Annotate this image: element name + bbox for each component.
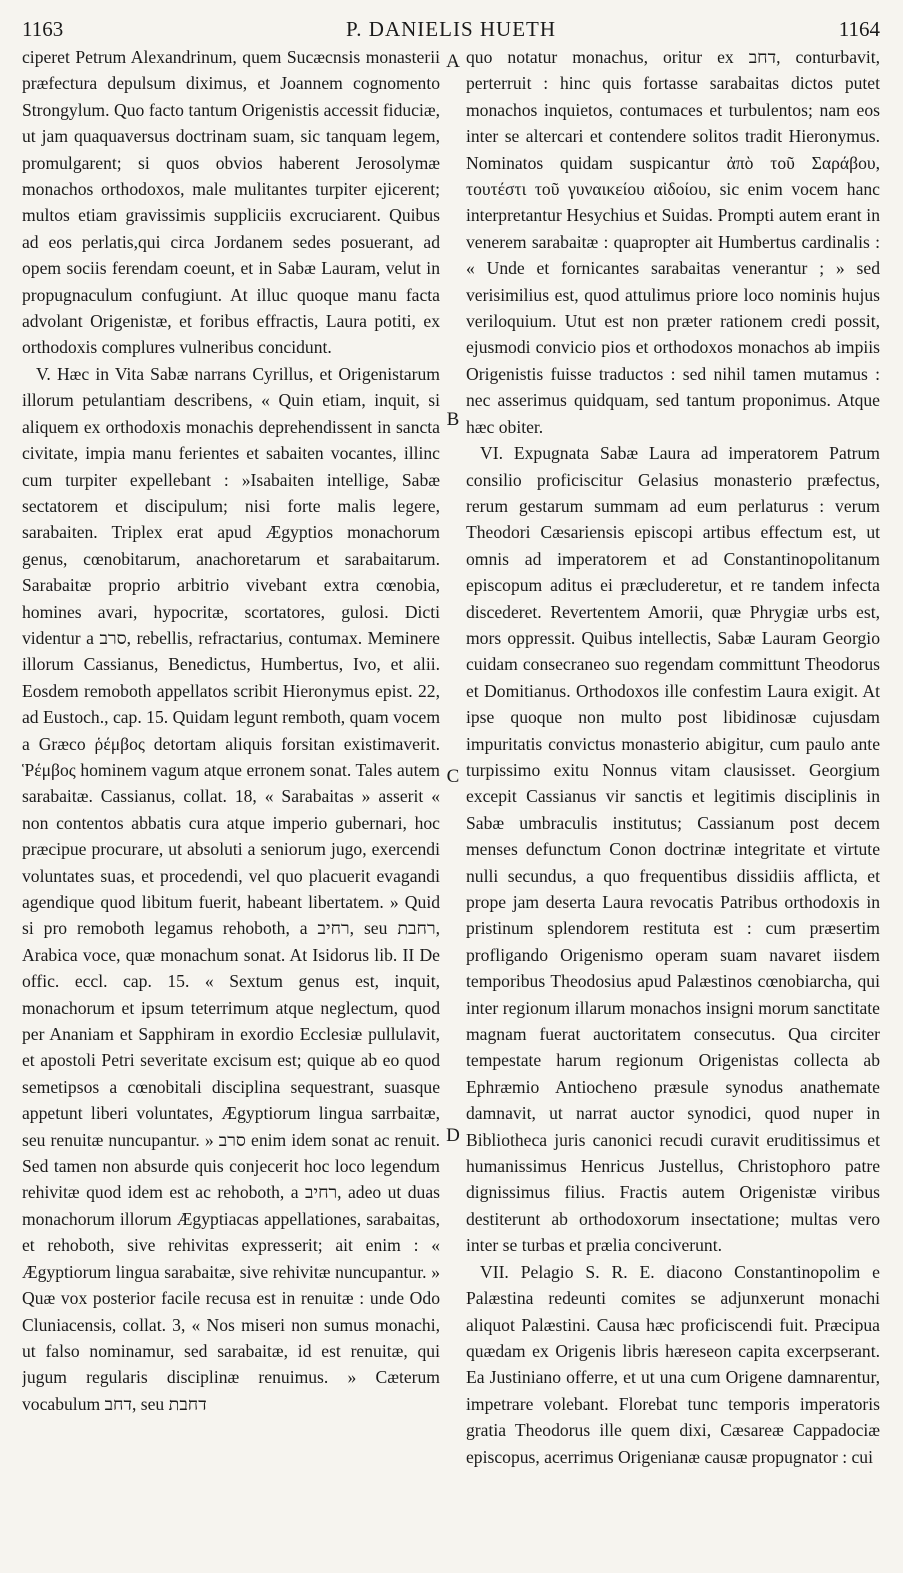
page-number-left: 1163: [22, 17, 64, 41]
section-marker-c: C: [446, 766, 460, 787]
left-column: [22, 44, 440, 1544]
page-number-right: 1164: [838, 17, 880, 41]
section-marker-b: B: [446, 409, 460, 430]
section-marker-d: D: [446, 1125, 460, 1146]
running-title: P. DANIELIS HUETH: [345, 17, 557, 41]
paragraph: quo notatur monachus, oritur ex דחב, conturbavit, perterruit : hinc quis fortasse sarabaitas dictos putet monachos inquietos, contumaces et turbulentos; nam eos inter se altercari et contendere solitos tradit Hieronymus. Nominatos quidam suspicantur ἀπὸ τοῦ Σαράβου, τουτέστι τοῦ γυναικείου αἰδοίου, sic enim vocem hanc interpretantur Hesychius et Suidas. Prompti autem erant in venerem sarabaitæ : quapropter ait Humbertus cardinalis : « Unde et fornicantes sarabaitas venerantur ; » sed verisimilius est, quod attulimus priore loco nominis hujus veriloquium. Utut est non præter rationem credi possit, ejusmodi convicio pios et orthodoxos monachos ab impiis Origenistis fuisse traductos : sed nihil tamen mutamus : nec asserimus quidquam, sed tantum proponimus. Atque hæc obiter.: [466, 47, 880, 437]
right-column: [466, 44, 880, 1544]
paragraph: VI. Expugnata Sabæ Laura ad imperatorem Patrum consilio proficiscitur Gelasius monasterio præfectus, rerum gestarum summam ad eum perlaturus : verum Theodori Cæsariensis episcopi artibus effectum est, ut omnis ad imperatorem et ad Constantinopolitanum episcopum aditus ei præcluderetur, et re tandem infecta discederet. Revertentem Amorii, quæ Phrygiæ urbs est, mors oppressit. Quibus intellectis, Sabæ Lauram Georgio cuidam consecraneo suo regendam committunt Theodorus et Domitianus. Orthodoxos ille confestim Laura exigit. At ipse quoque non multo post libidinosæ cujusdam impuritatis convictus monasterio abigitur, cum paulo ante turpissimo exitu Nonnus vitam clausisset. Georgium excepit Cassianus vir sanctis et legitimis disciplinis in Sabæ umbraculis institutus; Cassianum post decem menses defunctum Conon doctrinæ integritate et virtute nulli secundus, a quo frequentibus dissidiis afflicta, et prope jam deserta Laura revocatis Patribus orthodoxis in pristinum splendorem restituta est : cum præsertim profligando Origenismo operam suam navaret iisdem temporibus Theodosius apud Palæstinos cœnobiarcha, qui inter regionum illarum monachos insigni morum sanctitate magnam fuerat auctoritatem consecutus. Qua circiter tempestate harum regionum Origenistas collecta ab Ephræmio Antiocheno præsule synodus anathemate damnavit, ut narrat auctor synodici, quod nuper in Bibliotheca juris canonici recudi curavit eruditissimus et humanissimus Henricus Justellus, Christophoro patre dignissimus filius. Fractis autem Origenistæ viribus destiterunt ab orthodoxorum insectatione; multas vero inter se turbas et prælia conciverunt.: [466, 443, 880, 1256]
paragraph: ciperet Petrum Alexandrinum, quem Sucæcnsis monasterii præfectura depulsum diximus, et Joannem cognomento Strongylum. Quo facto tantum Origenistis accessit fiduciæ, ut jam quaquaversus doctrinam suam, sic tanquam legem, promulgarent; si quos obvios haberent Jerosolymæ monachos orthodoxos, male mulitantes turpiter ejicerent; multos etiam gravissimis suppliciis excruciarent. Quibus ad eos perlatis,qui circa Jordanem sedes posuerant, ad opem sociis ferendam coeunt, et in Sabæ Lauram, velut in propugnaculum confugiunt. At illuc quoque manu facta advolant Origenistæ, et foribus effractis, Laura potiti, ex orthodoxis complures vulneribus concidunt.: [22, 47, 440, 358]
paragraph: VII. Pelagio S. R. E. diacono Constantinopolim e Palæstina redeunti comites se adjunxerunt monachi aliquot Palæstini. Causa hæc proficiscendi fuit. Præcipua quædam ex Origenis libris hæreseon capita excerpserant. Ea Justiniano offerre, et ut una cum Origene damnarentur, impetrare volebant. Florebat tunc temporis imperatoris gratia Theodorus ille quem dixi, Cæsareæ Cappadociæ episcopus, acerrimus Origenianæ causæ propugnator : cui: [466, 1261, 880, 1467]
running-header: [22, 14, 880, 44]
section-marker-a: A: [446, 51, 460, 72]
paragraph: V. Hæc in Vita Sabæ narrans Cyrillus, et Origenistarum illorum petulantiam describens, « Quin etiam, inquit, si aliquem ex orthodoxis monachis deprehendissent in sancta civitate, impia manu ferientes et sabaiten vocantes, illinc cum turpiter expellebant : »Isabaiten intellige, Sabæ sectatorem et discipulum; nisi forte malis legere, sarabaiten. Triplex erat apud Ægyptios monachorum genus, cœnobitarum, anachoretarum et sarabaitarum. Sarabaitæ proprio arbitrio vivebant extra cœnobia, homines avari, hypocritæ, scortatores, gulosi. Dicti videntur a סרב, rebellis, refractarius, contumax. Meminere illorum Cassianus, Benedictus, Humbertus, Ivo, et alii. Eosdem remoboth appellatos scribit Hieronymus epist. 22, ad Eustoch., cap. 15. Quidam legunt remboth, quam vocem a Græco ῥέμβος detortam aliquis forsitan existimaverit. Ῥέμβος hominem vagum atque erronem sonat. Tales autem sarabaitæ. Cassianus, collat. 18, « Sarabaitas » asserit « non contentos abbatis cura atque imperio gubernari, hoc præcipue procurare, ut absoluti a seniorum jugo, exercendi voluntates suas, et procedendi, vel quo placuerit evagandi agendique quod libitum fuerit, habeant libertatem. » Quid si pro remoboth legamus rehoboth, a רחיב, seu רחבת, Arabica voce, quæ monachum sonat. At Isidorus lib. II De offic. eccl. cap. 15. « Sextum genus est, inquit, monachorum et ipsum teterrimum atque neglectum, quod per Ananiam et Sapphiram in exordio Ecclesiæ pullulavit, et apostoli Petri severitate excisum est; quique ab eo quod semetipsos a cœnobitali disciplina sequestrant, suasque appetunt liberi voluntates, Ægyptiorum lingua sarrbaitæ, seu renuitæ nuncupantur. » סרב enim idem sonat ac renuit. Sed tamen non absurde quis conjecerit hoc loco legendum rehivitæ quod idem est ac rehoboth, a רחיב, adeo ut duas monachorum illorum Ægyptiacas appellationes, sarabaitas, et rehoboth, sive rehivitas expresserit; ait enim : « Ægyptiorum lingua sarabaitæ, sive rehivitæ nuncupantur. » Quæ vox posterior facile recusa est in renuitæ : unde Odo Cluniacensis, collat. 3, « Nos miseri non sumus monachi, ut falso nominamur, sed sarabaitæ, id est renuitæ, qui jugum regularis disciplinæ renuimus. » Cæterum vocabulum דחב, seu דחבת: [22, 363, 440, 1414]
